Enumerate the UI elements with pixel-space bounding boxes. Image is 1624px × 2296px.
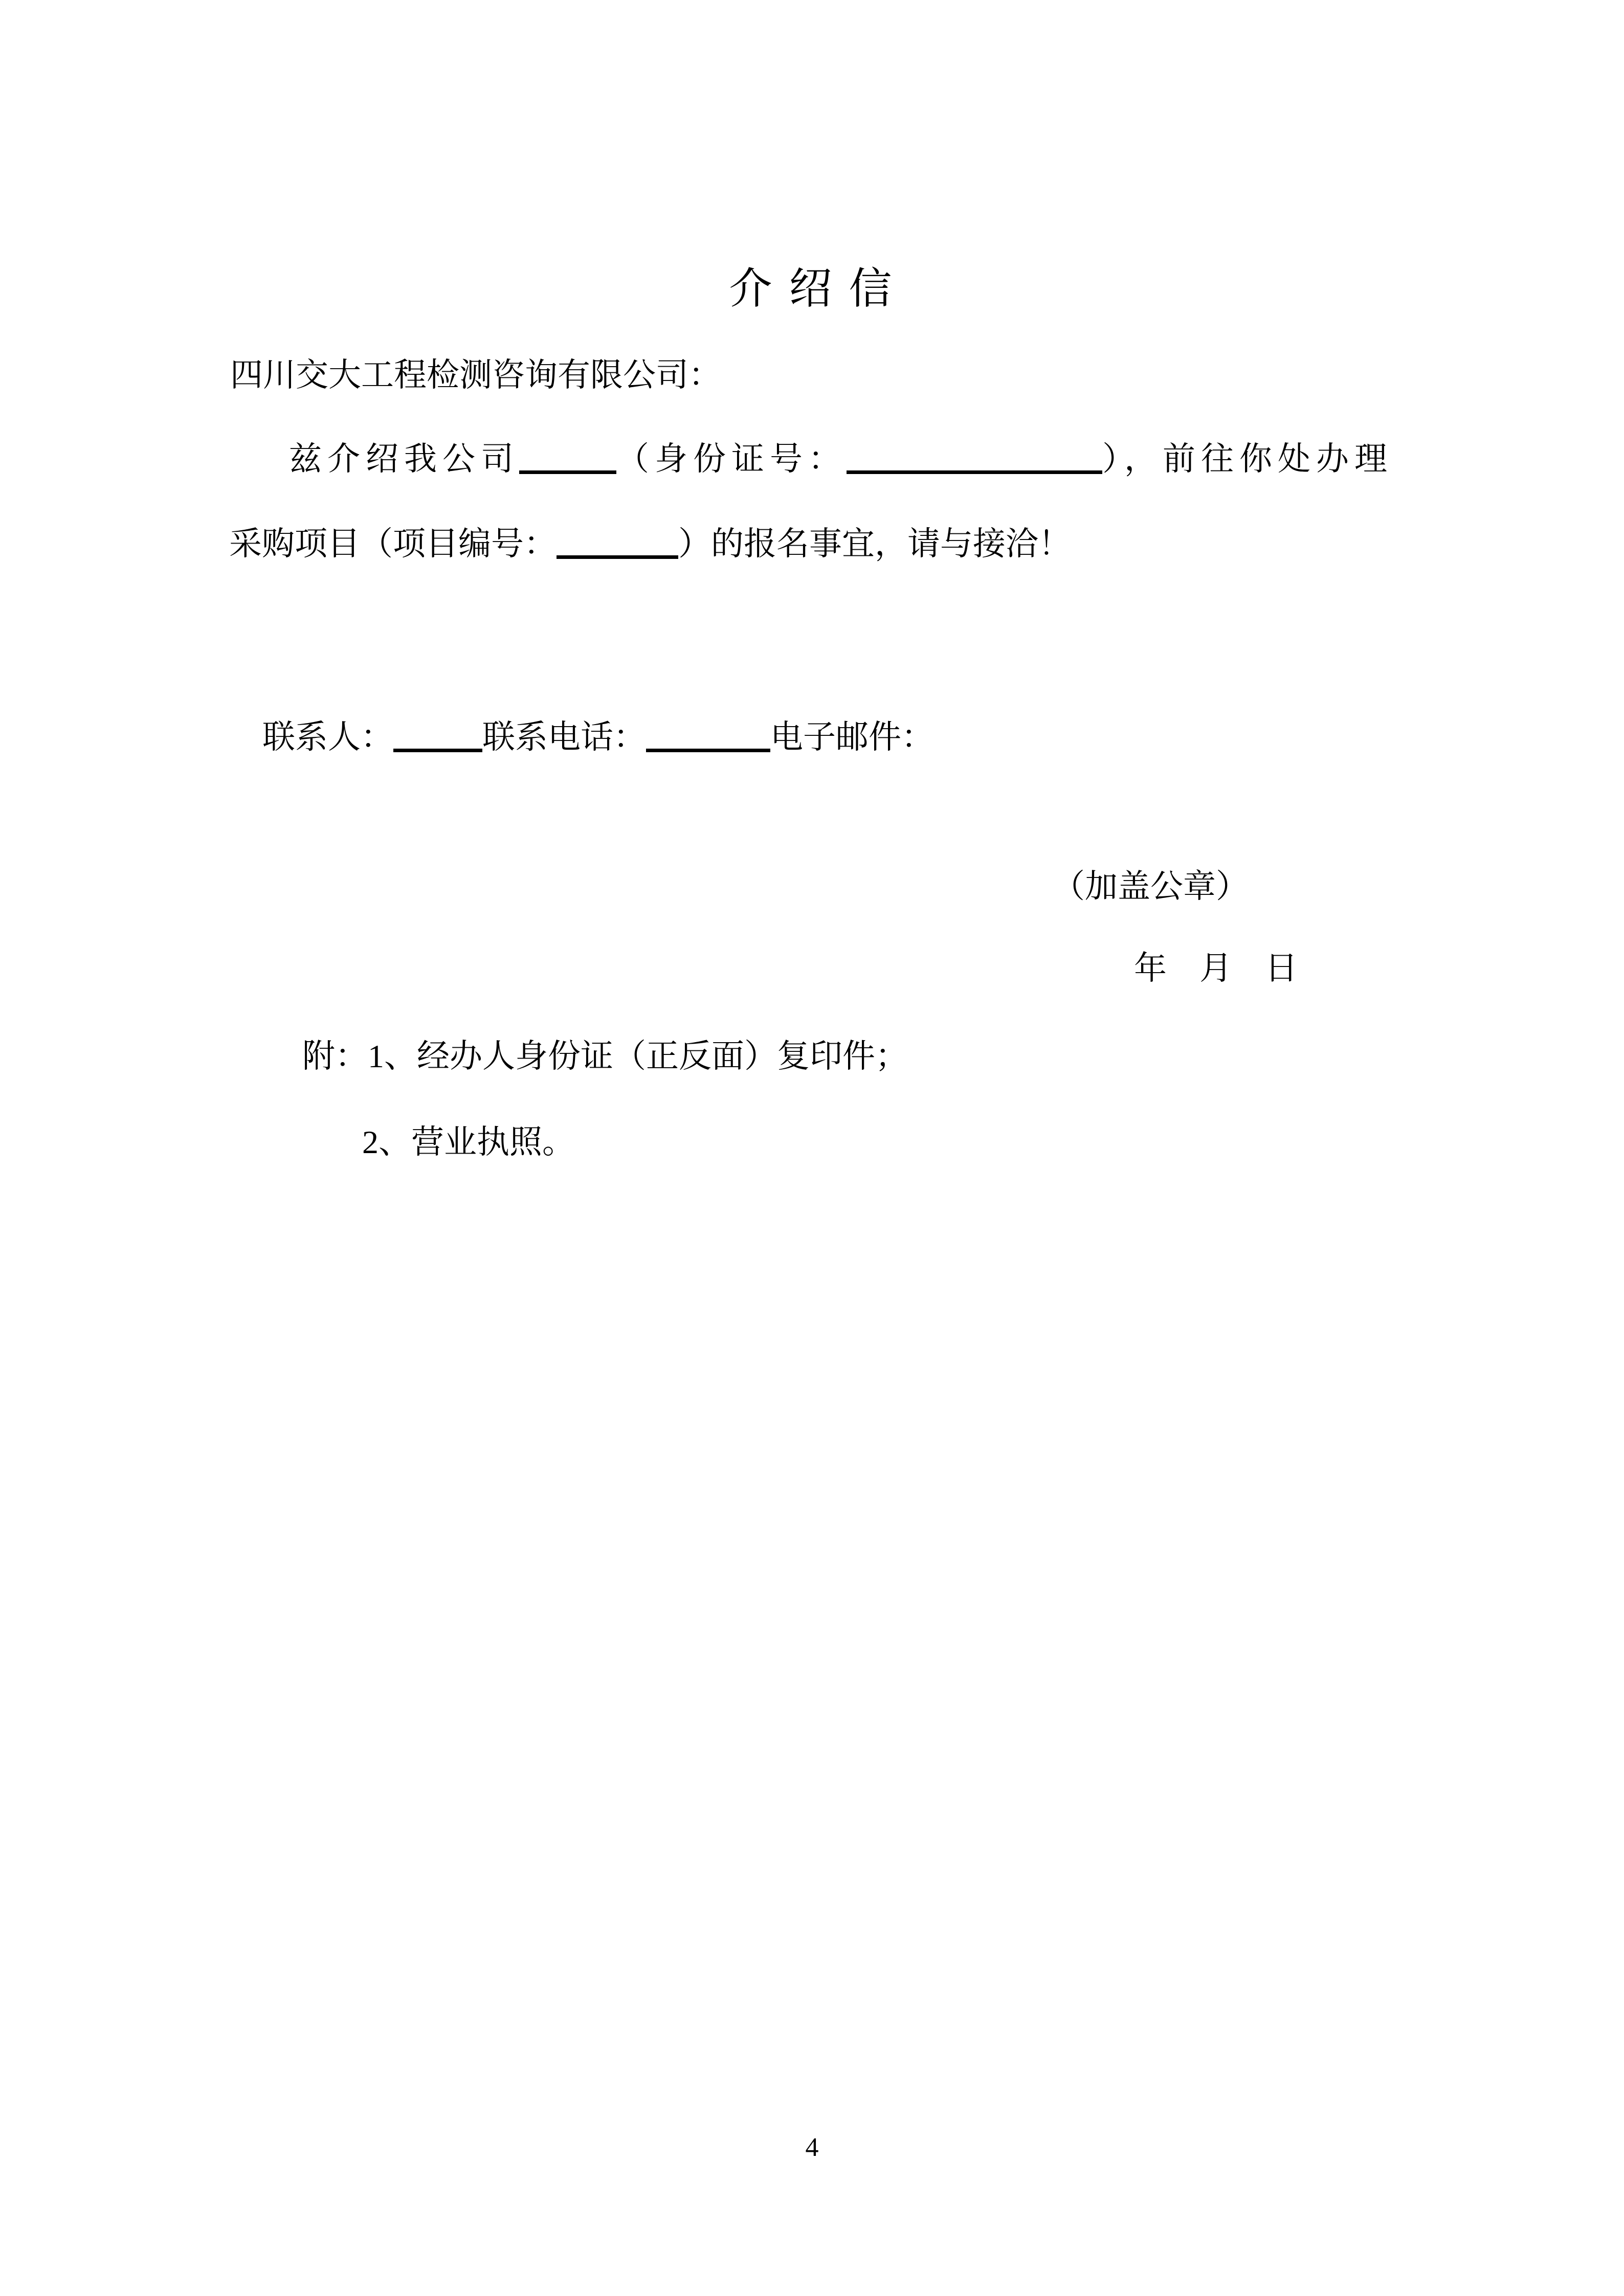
text-segment: （身份证号：	[616, 441, 847, 477]
blank-underline	[646, 749, 770, 752]
blank-underline	[393, 749, 482, 752]
attachment-line-1: 附：1、经办人身份证（正反面）复印件；	[302, 1038, 908, 1074]
text-segment: 联系电话：	[482, 719, 646, 755]
text-segment: ）的报名事宜，请与接洽！	[678, 526, 1071, 562]
body-line-1	[289, 441, 1393, 478]
date-line: 年 月 日	[1134, 950, 1298, 986]
salutation-line: 四川交大工程检测咨询有限公司：	[230, 357, 721, 393]
text-segment: ），前往你处办理	[1102, 441, 1393, 477]
blank-underline	[847, 470, 1102, 474]
text-segment: 兹介绍我公司	[289, 441, 519, 477]
blank-underline	[557, 555, 678, 559]
seal-note: （加盖公章）	[1052, 868, 1249, 905]
contact-line	[262, 719, 934, 756]
text-segment: 电子邮件：	[770, 719, 934, 755]
page-title: 介 绍 信	[729, 265, 895, 313]
body-line-2	[229, 526, 1071, 562]
blank-underline	[519, 470, 616, 474]
attachment-line-2: 2、营业执照。	[362, 1124, 575, 1160]
text-segment: 联系人：	[262, 719, 393, 755]
page-number: 4	[805, 2133, 819, 2162]
text-segment: 采购项目（项目编号：	[229, 526, 557, 562]
